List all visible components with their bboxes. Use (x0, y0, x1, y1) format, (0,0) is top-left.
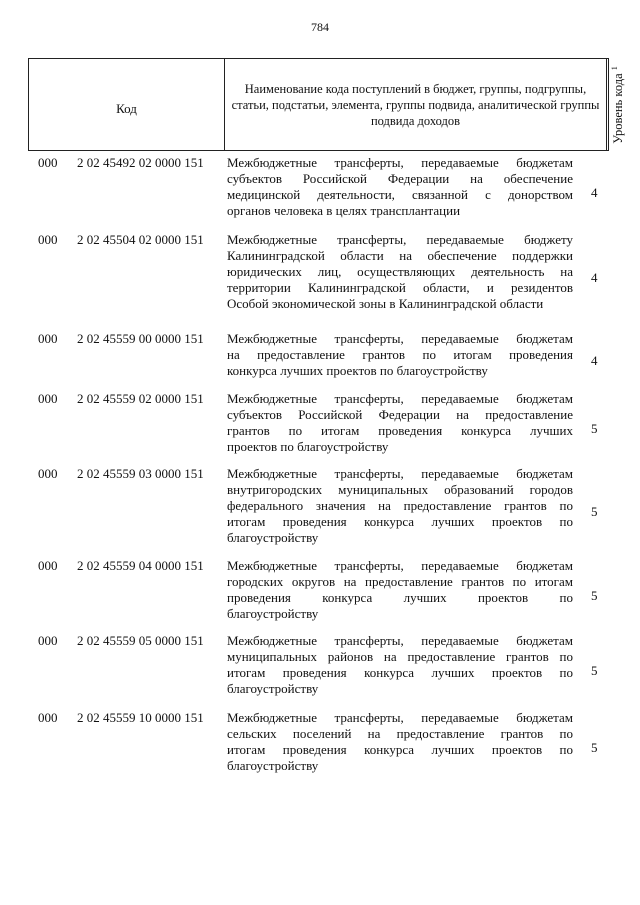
row-code: 2 02 45559 04 0000 151 (77, 558, 204, 573)
row-name (227, 331, 573, 379)
row-name-line: Межбюджетные трансферты, передаваемые бюджетам (227, 155, 573, 170)
row-name-line: внутригородских муниципальных образований городов (227, 482, 573, 497)
row-code: 2 02 45559 00 0000 151 (77, 331, 204, 346)
row-name-line: грантов по итогам проведения конкурса лучших (227, 423, 573, 438)
row-prefix: 000 (38, 466, 58, 481)
row-code: 2 02 45504 02 0000 151 (77, 232, 204, 247)
row-name-line: благоустройству (227, 606, 319, 621)
row-code: 2 02 45559 10 0000 151 (77, 710, 204, 725)
row-code: 2 02 45559 03 0000 151 (77, 466, 204, 481)
row-name-line: Межбюджетные трансферты, передаваемые бюджетам (227, 331, 573, 346)
row-name-line: благоустройству (227, 758, 319, 773)
row-name-line: итогам проведения конкурса лучших проектов по (227, 665, 573, 680)
table-header (28, 58, 625, 151)
row-name-line: конкурса лучших проектов по благоустройству (227, 363, 488, 378)
row-prefix: 000 (38, 633, 58, 648)
row-name-line: проведения конкурса лучших проектов по (227, 590, 573, 605)
row-name (227, 155, 573, 219)
row-level: 5 (591, 663, 598, 678)
row-name-line: итогам проведения конкурса лучших проектов по (227, 742, 573, 757)
row-level: 4 (591, 185, 598, 200)
row-name (227, 391, 573, 455)
row-name-line: субъектов Российской Федерации на обеспечение (227, 171, 573, 186)
row-name (227, 466, 573, 546)
row-level: 5 (591, 740, 598, 755)
row-name-line: итогам проведения конкурса лучших проектов по (227, 514, 573, 529)
row-prefix: 000 (38, 391, 58, 406)
page-number: 784 (311, 20, 329, 34)
row-name-line: Межбюджетные трансферты, передаваемые бюджетам (227, 710, 573, 725)
row-name (227, 232, 573, 312)
header-level-footnote: 1 (609, 65, 619, 70)
row-level: 4 (591, 270, 598, 285)
row-level: 5 (591, 588, 598, 603)
row-name (227, 558, 573, 622)
row-prefix: 000 (38, 710, 58, 725)
row-name-line: Межбюджетные трансферты, передаваемые бюджету (227, 232, 573, 247)
header-code: Код (116, 100, 137, 116)
row-level: 5 (591, 504, 598, 519)
row-name-line: благоустройству (227, 530, 319, 545)
row-name-line: Межбюджетные трансферты, передаваемые бюджетам (227, 633, 573, 648)
row-name-line: юридических лиц, осуществляющих деятельность на (227, 264, 573, 279)
row-name-line: органов человека в целях трансплантации (227, 203, 461, 218)
row-prefix: 000 (38, 558, 58, 573)
header-level-label: Уровень кода (610, 72, 625, 144)
row-name-line: благоустройству (227, 681, 319, 696)
row-level: 4 (591, 353, 598, 368)
row-name (227, 633, 573, 697)
row-code: 2 02 45559 05 0000 151 (77, 633, 204, 648)
row-name-line: территории Калининградской области, и резидентов (227, 280, 573, 295)
row-prefix: 000 (38, 232, 58, 247)
row-code: 2 02 45559 02 0000 151 (77, 391, 204, 406)
row-name-line: на предоставление грантов по итогам проведения (227, 347, 573, 362)
row-name-line: Калининградской области на обеспечение поддержки (227, 248, 573, 263)
row-code: 2 02 45492 02 0000 151 (77, 155, 204, 170)
row-name-line: Межбюджетные трансферты, передаваемые бюджетам (227, 391, 573, 406)
row-name-line: Межбюджетные трансферты, передаваемые бюджетам (227, 466, 573, 481)
row-name-line: медицинской деятельности, связанной с донорством (227, 187, 573, 202)
row-name-line: субъектов Российской Федерации на предоставление (227, 407, 573, 422)
header-name: Наименование кода поступлений в бюджет, группы, подгруппы, статьи, подстатьи, элемента, группы подвида, аналитической группы подвида доходов (231, 81, 600, 128)
row-name (227, 710, 573, 774)
row-name-line: Особой экономической зоны в Калининградской области (227, 296, 544, 311)
row-name-line: сельских поселений на предоставление грантов по (227, 726, 573, 741)
row-prefix: 000 (38, 155, 58, 170)
row-name-line: федерального значения на предоставление грантов по (227, 498, 573, 513)
row-name-line: Межбюджетные трансферты, передаваемые бюджетам (227, 558, 573, 573)
row-name-line: муниципальных районов на предоставление грантов по (227, 649, 573, 664)
header-level (607, 59, 628, 150)
row-name-line: проектов по благоустройству (227, 439, 389, 454)
row-prefix: 000 (38, 331, 58, 346)
row-level: 5 (591, 421, 598, 436)
row-name-line: городских округов на предоставление грантов по итогам (227, 574, 573, 589)
